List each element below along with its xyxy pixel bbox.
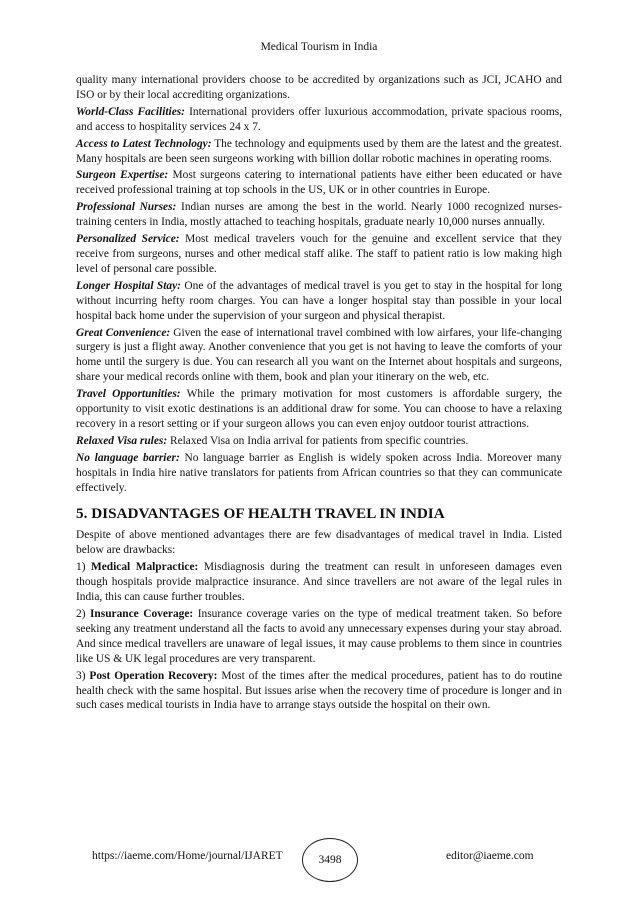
item-number: 2) — [76, 608, 90, 620]
advantages-list — [76, 105, 562, 496]
advantage-text: Given the ease of international travel combined with low airfares, your life-changing surgery is just a flight away. Another convenience that you get is not having to leave the comforts of your home until the surgery is due. You can research all you want on the Internet about hospitals and surgeons, share your medical records online with them, book and plan your itinerary on the web, etc. — [76, 326, 562, 384]
advantage-text: While the primary motivation for most customers is affordable surgery, the opportunity to visit exotic destinations is an additional draw for some. You can choose to have a relaxing recovery in a resort setting or if your surgeon allows you can even enjoy outdoor tourist attractions. — [76, 388, 562, 430]
advantage-text: No language barrier as English is widely spoken across India. Moreover many hospitals in India hire native translators for patients from African countries so that they can communicate effectively. — [76, 451, 563, 494]
advantage-item — [76, 387, 562, 432]
item-number: 3) — [76, 669, 90, 682]
advantage-text: The technology and equipments used by them are the latest and the greatest. Many hospitals are been seen surgeons working with billion dollar robotic machines in operating rooms. — [76, 137, 562, 165]
item-number: 1) — [76, 561, 91, 574]
disadvantage-term: Insurance Coverage: — [90, 608, 194, 620]
editor-email-link[interactable]: editor@iaeme.com — [446, 850, 534, 862]
advantage-item — [76, 279, 562, 324]
advantage-item — [76, 168, 562, 198]
advantage-term: Travel Opportunities: — [76, 388, 181, 401]
disadvantage-term: Medical Malpractice: — [90, 561, 199, 574]
advantage-term: Longer Hospital Stay: — [76, 279, 181, 292]
disadvantages-list — [76, 560, 562, 713]
running-header: Medical Tourism in India — [260, 41, 378, 53]
advantage-text: Indian nurses are among the best in the world. Nearly 1000 recognized nurses-training centers in India, mostly attached to teaching hospitals, graduate nearly 10,000 nurses annually. — [76, 201, 562, 229]
section-intro: Despite of above mentioned advantages there are few disadvantages of medical travel in India. Listed below are drawbacks: — [76, 529, 562, 557]
advantage-item — [76, 137, 562, 167]
disadvantage-item — [76, 560, 562, 605]
advantage-term: No language barrier: — [76, 451, 180, 464]
disadvantage-item — [76, 607, 562, 667]
page-body — [76, 73, 562, 715]
disadvantage-text: Misdiagnosis during the treatment can result in unforeseen damages even though hospitals provide malpractice insurance. And since travellers are not aware of the legal rules in India, this can cause further troubles. — [76, 561, 562, 604]
advantage-term: Professional Nurses: — [76, 201, 177, 214]
advantage-term: World-Class Facilities: — [76, 105, 185, 118]
advantage-text: One of the advantages of medical travel is you get to stay in the hospital for long without incurring hefty room charges. You can have a longer hospital stay than possible in your local hospital back home under the supervision of your surgeon and physical therapist. — [76, 279, 562, 322]
section-heading: 5. DISADVANTAGES OF HEALTH TRAVEL IN INDIA — [76, 505, 445, 523]
advantage-item — [76, 434, 562, 449]
disadvantage-item — [76, 669, 562, 714]
advantage-item — [76, 326, 562, 386]
advantage-text: Relaxed Visa on India arrival for patients from specific countries. — [167, 434, 469, 447]
disadvantage-text: Insurance coverage varies on the type of medical treatment taken. So before seeking any treatment understand all the facts to avoid any unnecessary expenses during your stay abroad. And since medical travellers are unaware of legal issues, it may cause problems to them since in countries like US & UK legal procedures are very transparent. — [76, 608, 562, 665]
continuation-paragraph: quality many international providers choose to be accredited by organizations such as JCI, JCAHO and ISO or by their local accrediting organizations. — [76, 74, 562, 101]
journal-url-link[interactable]: https://iaeme.com/Home/journal/IJARET — [92, 850, 283, 862]
advantage-term: Access to Latest Technology: — [76, 137, 212, 150]
advantage-item — [76, 232, 562, 277]
advantage-text: International providers offer luxurious accommodation, private spacious rooms, and access to hospitality services 24 x 7. — [76, 105, 562, 133]
advantage-term: Surgeon Expertise: — [76, 169, 169, 182]
advantage-text: Most medical travelers vouch for the genuine and excellent service that they receive from surgeons, nurses and other medical staff alike. The staff to patient ratio is low making high level of personal care possible. — [76, 233, 562, 275]
disadvantage-text: Most of the times after the medical procedures, patient has to do routine health check with the same hospital. But issues arise when the recovery time of procedure is longer and in such cases medical tourists in India have to arrange stays outside the hospital on their own. — [76, 669, 562, 712]
advantage-term: Great Convenience: — [76, 326, 171, 339]
advantage-term: Relaxed Visa rules: — [76, 434, 168, 447]
advantage-text: Most surgeons catering to international patients have either been educated or have received professional training at top schools in the US, UK or in other countries in Europe. — [76, 169, 562, 197]
advantage-item — [76, 451, 562, 496]
disadvantage-term: Post Operation Recovery: — [89, 669, 218, 682]
advantage-term: Personalized Service: — [76, 233, 180, 246]
page-number: 3498 — [302, 838, 358, 882]
advantage-item — [76, 200, 562, 230]
advantage-item — [76, 105, 562, 135]
page-footer — [0, 838, 638, 890]
